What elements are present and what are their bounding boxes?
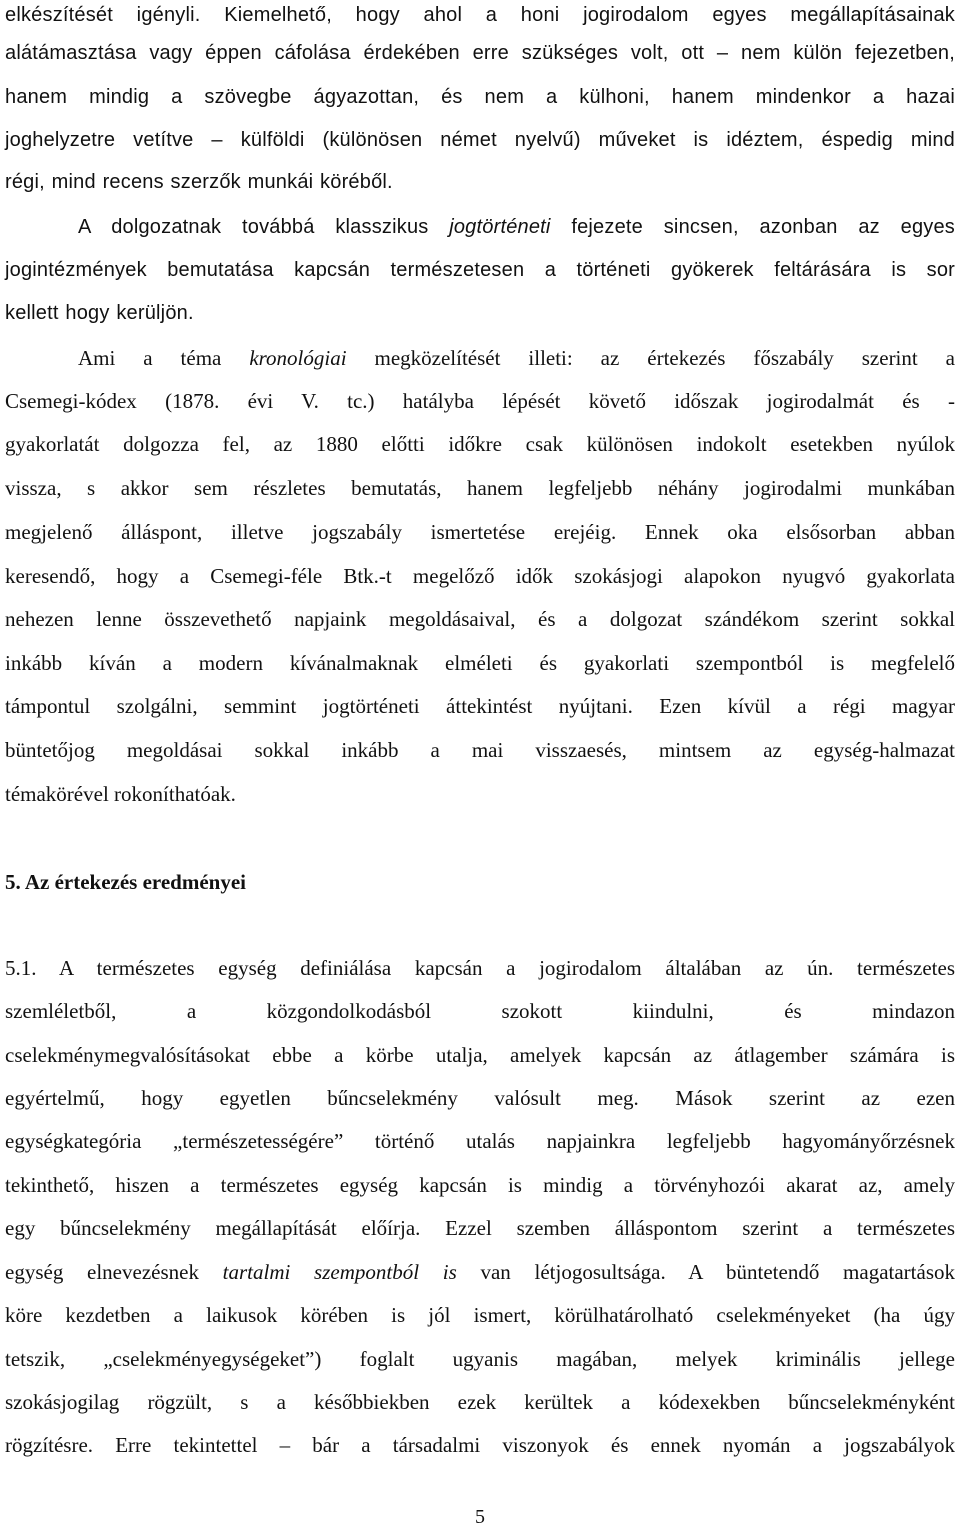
text-line: vissza, s akkor sem részletes bemutatás, hanem legfeljebb néhány jogirodalmi munkában bbox=[5, 476, 955, 500]
text-line: régi, mind recens szerzők munkái köréből. bbox=[5, 171, 393, 193]
text-line: joghelyzetre vetítve – külföldi (különösen német nyelvű) műveket is idéztem, éspedig mind bbox=[5, 129, 955, 151]
text-line: egyértelmű, hogy egyetlen bűncselekmény valósult meg. Mások szerint az ezen bbox=[5, 1086, 955, 1110]
text-line: köre kezdetben a laikusok körében is jól ismert, körülhatárolható cselekményeket (ha úgy bbox=[5, 1303, 955, 1327]
text-line: büntetőjog megoldásai sokkal inkább a mai visszaesés, mintsem az egység-halmazat bbox=[5, 738, 955, 762]
text-line: gyakorlatát dolgozza fel, az 1880 előtti időkre csak különösen indokolt esetekben nyúlok bbox=[5, 432, 955, 456]
text-line: tekinthető, hiszen a természetes egység kapcsán is mindig a törvényhozói akarat az, amely bbox=[5, 1173, 955, 1197]
text-line: jogintézmények bemutatása kapcsán természetesen a történeti gyökerek feltárására is sor bbox=[5, 259, 955, 281]
text-line: egységkategória „természetességére” történő utalás napjainkra legfeljebb hagyományőrzésnek bbox=[5, 1129, 955, 1153]
text-line: 5.1. A természetes egység definiálása kapcsán a jogirodalom általában az ún. természetes bbox=[5, 956, 955, 980]
section-heading: 5. Az értekezés eredményei bbox=[5, 870, 247, 894]
page-number: 5 bbox=[475, 1506, 485, 1528]
text-line: rögzítésre. Erre tekintettel – bár a társadalmi viszonyok és ennek nyomán a jogszabályok bbox=[5, 1433, 955, 1457]
emphasis-text: tartalmi szempontból is bbox=[222, 1260, 457, 1284]
text-line: megjelenő álláspont, illetve jogszabály ismertetése erejéig. Ennek oka elsősorban abban bbox=[5, 520, 955, 544]
text-line: A dolgozatnak továbbá klasszikus jogtörténeti fejezete sincsen, azonban az egyes bbox=[78, 216, 955, 238]
text-line: kellett hogy kerüljön. bbox=[5, 302, 194, 324]
emphasis-text: jogtörténeti bbox=[449, 216, 551, 238]
emphasis-text: kronológiai bbox=[249, 346, 347, 370]
text-line: inkább kíván a modern kívánalmaknak elméleti és gyakorlati szempontból is megfelelő bbox=[5, 651, 955, 675]
text-line: cselekménymegvalósításokat ebbe a körbe utalja, amelyek kapcsán az átlagember számára is bbox=[5, 1043, 955, 1067]
text-line: egy bűncselekmény megállapítását előírja. Ezzel szemben álláspontom szerint a természetes bbox=[5, 1216, 955, 1240]
text-line: szokásjogilag rögzült, s a későbbiekben ezek kerültek a kódexekben bűncselekményként bbox=[5, 1390, 955, 1414]
text-line: támpontul szolgálni, semmint jogtörténeti áttekintést nyújtani. Ezen kívül a régi magyar bbox=[5, 694, 955, 718]
text-line: Ami a téma kronológiai megközelítését illeti: az értekezés főszabály szerint a bbox=[78, 346, 955, 370]
text-line: szemléletből, a közgondolkodásból szokott kiindulni, és mindazon bbox=[5, 999, 955, 1023]
text-line: egység elnevezésnek tartalmi szempontból is van létjogosultsága. A büntetendő magatartások bbox=[5, 1260, 955, 1284]
text-line: keresendő, hogy a Csemegi-féle Btk.-t megelőző idők szokásjogi alapokon nyugvó gyakorlata bbox=[5, 564, 955, 588]
text-line: elkészítését igényli. Kiemelhető, hogy ahol a honi jogirodalom egyes megállapításainak bbox=[5, 4, 955, 26]
text-line: hanem mindig a szövegbe ágyazottan, és nem a külhoni, hanem mindenkor a hazai bbox=[5, 86, 955, 108]
text-line: tetszik, „cselekményegységeket”) foglalt ugyanis magában, melyek kriminális jellege bbox=[5, 1347, 955, 1371]
text-line: alátámasztása vagy éppen cáfolása érdekében erre szükséges volt, ott – nem külön fejezetben, bbox=[5, 42, 955, 64]
text-line: Csemegi-kódex (1878. évi V. tc.) hatályba lépését követő időszak jogirodalmát és - bbox=[5, 389, 955, 413]
text-line: nehezen lenne összevethető napjaink megoldásaival, és a dolgozat szándékom szerint sokkal bbox=[5, 607, 955, 631]
text-line: témakörével rokoníthatóak. bbox=[5, 782, 236, 806]
